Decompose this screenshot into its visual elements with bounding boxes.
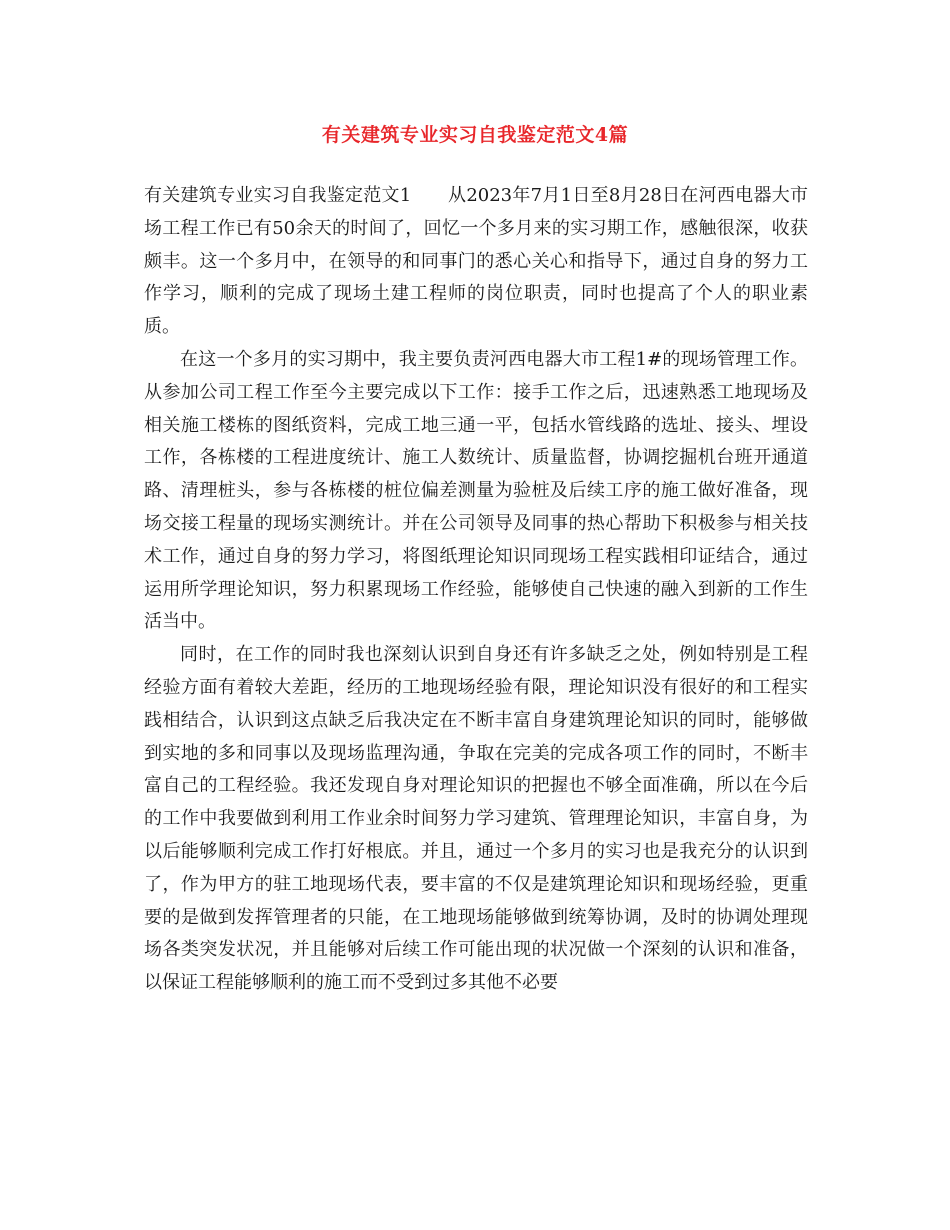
- paragraph-2: 在这一个多月的实习期中，我主要负责河西电器大市工程1#的现场管理工作。从参加公司工程工作至今主要完成以下工作：接手工作之后，迅速熟悉工地现场及相关施工楼栋的图纸资料，完成工地三通一平，包括水管线路的选址、接头、埋设工作，各栋楼的工程进度统计、施工人数统计、质量监督，协调挖掘机台班开通道路、清理桩头，参与各栋楼的桩位偏差测量为验桩及后续工序的施工做好准备，现场交接工程量的现场实测统计。并在公司领导及同事的热心帮助下积极参与相关技术工作，通过自身的努力学习，将图纸理论知识同现场工程实践相印证结合，通过运用所学理论知识，努力积累现场工作经验，能够使自己快速的融入到新的工作生活当中。: [144, 348, 808, 633]
- paragraph-3: 同时，在工作的同时我也深刻认识到自身还有许多缺乏之处，例如特别是工程经验方面有着较大差距，经历的工地现场经验有限，理论知识没有很好的和工程实践相结合，认识到这点缺乏后我决定在不断丰富自身建筑理论知识的同时，能够做到实地的多和同事以及现场监理沟通，争取在完美的完成各项工作的同时，不断丰富自己的工程经验。我还发现自身对理论知识的把握也不够全面准确，所以在今后的工作中我要做到利用工作业余时间努力学习建筑、管理理论知识，丰富自身，为以后能够顺利完成工作打好根底。并且，通过一个多月的实习也是我充分的认识到了，作为甲方的驻工地现场代表，要丰富的不仅是建筑理论知识和现场经验，更重要的是做到发挥管理者的只能，在工地现场能够做到统筹协调，及时的协调处理现场各类突发状况，并且能够对后续工作可能出现的状况做一个深刻的认识和准备，以保证工程能够顺利的施工而不受到过多其他不必要: [144, 644, 808, 994]
- paragraph-1: 有关建筑专业实习自我鉴定范文1 从2023年7月1日至8月28日在河西电器大市场工程工作已有50余天的时间了，回忆一个多月来的实习期工作，感触很深，收获颇丰。这一个多月中，在领导的和同事门的悉心关心和指导下，通过自身的努力工作学习，顺利的完成了现场土建工程师的岗位职责，同时也提高了个人的职业素质。: [144, 185, 808, 338]
- document-body: [144, 180, 808, 1000]
- document-title: 有关建筑专业实习自我鉴定范文4篇: [321, 124, 629, 146]
